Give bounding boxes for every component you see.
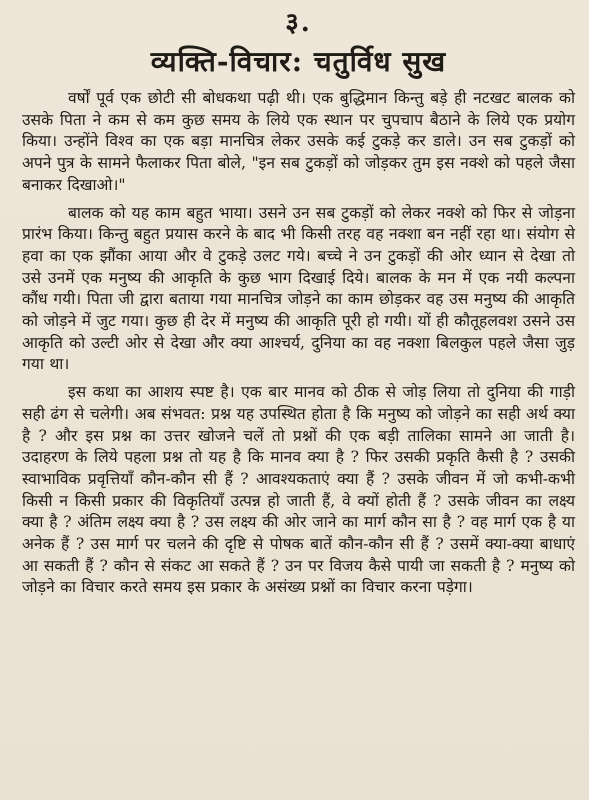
- paragraph: बालक को यह काम बहुत भाया। उसने उन सब टुकड़ों को लेकर नक्शे को फिर से जोड़ना प्रारंभ किया। किन्तु बहुत प्रयास करने के बाद भी किसी तरह वह नक्शा बन नहीं रहा था। संयोग से हवा का एक झौंका आया और वे टुकड़े उलट गये। बच्चे ने उन टुकड़ों की ओर ध्यान से देखा तो उसे उनमें एक मनुष्य की आकृति के कुछ भाग दिखाई दिये। बालक के मन में एक नयी कल्पना कौंध गयी। पिता जी द्वारा बताया गया मानचित्र जोड़ने का काम छोड़कर वह उस मनुष्य की आकृति को जोड़ने में जुट गया। कुछ ही देर में मनुष्य की आकृति पूरी हो गयी। यों ही कौतूहलवश उसने उस आकृति को उल्टी ओर से देखा और क्या आश्चर्य, दुनिया का वह नक्शा बिलकुल पहले जैसा जुड़ गया था।: [22, 203, 575, 374]
- chapter-body: [22, 88, 575, 599]
- chapter-title: व्यक्ति-विचार: चतुर्विध सुख: [150, 45, 447, 78]
- chapter-number: ३.: [285, 8, 312, 38]
- paragraph: वर्षों पूर्व एक छोटी सी बोधकथा पढ़ी थी। एक बुद्धिमान किन्तु बड़े ही नटखट बालक को उसके पिता ने कम से कम कुछ समय के लिये एक स्थान पर चुपचाप बैठाने के लिये एक प्रयोग किया। उन्होंने विश्व का एक बड़ा मानचित्र लेकर उसके कई टुकड़े कर डाले। उन सब टुकड़ों को अपने पुत्र के सामने फैलाकर पिता बोले, "इन सब टुकड़ों को जोड़कर तुम इस नक्शे को पहले जैसा बनाकर दिखाओ।": [22, 89, 575, 194]
- paragraph: इस कथा का आशय स्पष्ट है। एक बार मानव को ठीक से जोड़ लिया तो दुनिया की गाड़ी सही ढंग से चलेगी। अब संभवत: प्रश्न यह उपस्थित होता है कि मनुष्य को जोड़ने का सही अर्थ क्या है ? और इस प्रश्न का उत्तर खोजने चलें तो प्रश्नों की एक बड़ी तालिका सामने आ जाती है। उदाहरण के लिये पहला प्रश्न तो यह है कि मानव क्या है ? फिर उसकी प्रकृति कैसी है ? उसकी स्वाभाविक प्रवृत्तियाँ कौन-कौन सी हैं ? आवश्यकताएं क्या हैं ? उसके जीवन में जो कभी-कभी किसी न किसी प्रकार की विकृतियाँ उत्पन्न हो जाती हैं, वे क्यों होती हैं ? उसके जीवन का लक्ष्य क्या है ? अंतिम लक्ष्य क्या है ? उस लक्ष्य की ओर जाने का मार्ग कौन सा है ? वह मार्ग एक है या अनेक हैं ? उस मार्ग पर चलने की दृष्टि से पोषक बातें कौन-कौन सी हैं ? उसमें क्या-क्या बाधाएं आ सकती हैं ? कौन से संकट आ सकते हैं ? उन पर विजय कैसे पायी जा सकती है ? मनुष्य को जोड़ने का विचार करते समय इस प्रकार के असंख्य प्रश्नों का विचार करना पड़ेगा।: [22, 383, 575, 597]
